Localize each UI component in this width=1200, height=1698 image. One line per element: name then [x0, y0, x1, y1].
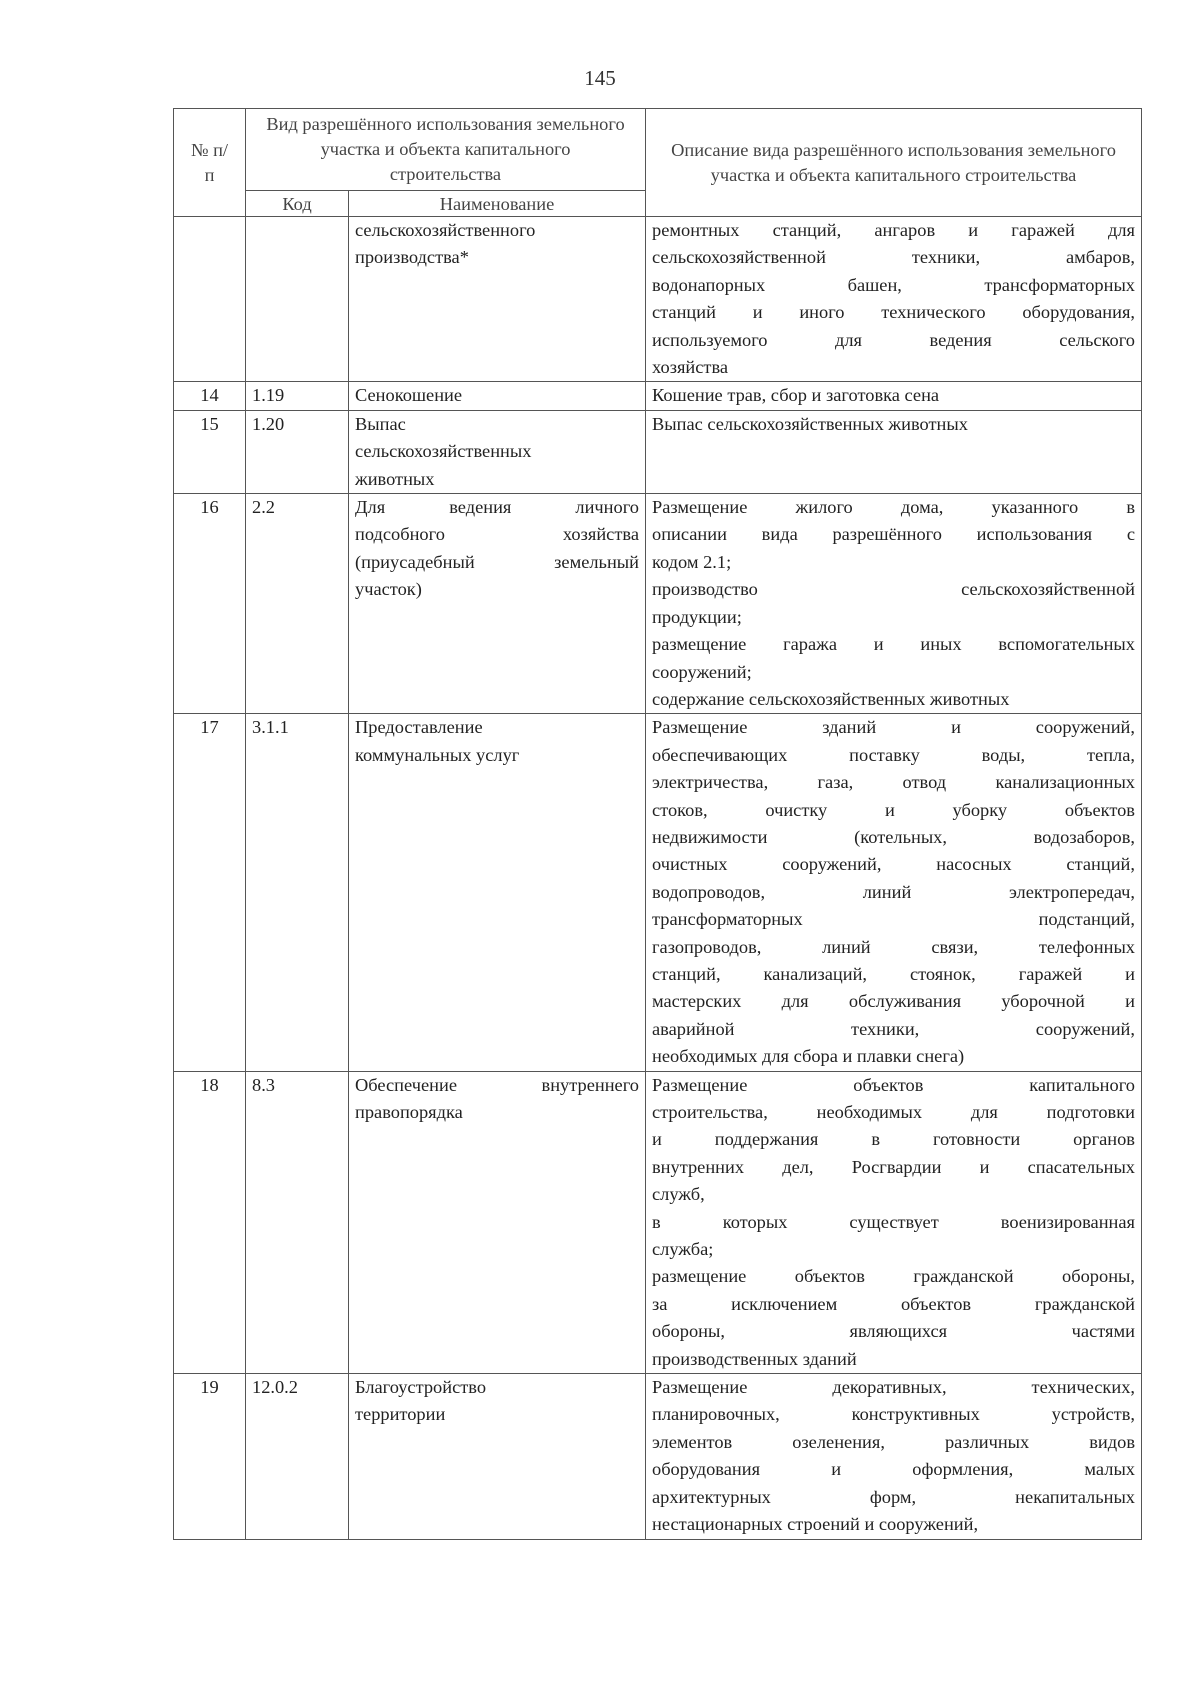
name-line: сельскохозяйственного [355, 220, 536, 240]
header-name: Наименование [349, 191, 646, 217]
description-line: размещение гаража и иных вспомогательных [652, 634, 1135, 655]
row-num: 16 [174, 494, 246, 714]
description-line: производство сельскохозяйственной [652, 579, 1135, 600]
description-line: газопроводов, линий связи, телефонных [652, 936, 1135, 957]
description-line: станций, канализаций, стоянок, гаражей и [652, 963, 1135, 984]
name-line: подсобного хозяйства [355, 524, 639, 545]
row-description [646, 494, 1142, 714]
row-num: 18 [174, 1071, 246, 1373]
table-row [174, 494, 1142, 714]
row-description [646, 382, 1142, 410]
description-line: обеспечивающих поставку воды, тепла, [652, 744, 1135, 765]
row-name [349, 410, 646, 493]
description-line: Размещение декоративных, технических, [652, 1377, 1135, 1398]
name-line: производства* [355, 247, 469, 268]
name-line: Для ведения личного [355, 497, 639, 518]
description-line: аварийной техники, сооружений, [652, 1018, 1135, 1039]
row-name [349, 382, 646, 410]
row-description [646, 410, 1142, 493]
description-line: Выпас сельскохозяйственных животных [652, 413, 968, 434]
description-line: внутренних дел, Росгвардии и спасательных [652, 1156, 1135, 1177]
description-line: и поддержания в готовности органов [652, 1129, 1135, 1150]
description-line: содержание сельскохозяйственных животных [652, 688, 1010, 709]
description-line: используемого для ведения сельского [652, 329, 1135, 350]
name-line: Благоустройство [355, 1377, 487, 1398]
description-line: Размещение зданий и сооружений, [652, 717, 1135, 738]
header-description: Описание вида разрешённого использования земельного участка и объекта капитального строительства [646, 109, 1142, 217]
land-use-table [173, 108, 1142, 1540]
description-line: архитектурных форм, некапитальных [652, 1486, 1135, 1507]
description-line: за исключением объектов гражданской [652, 1293, 1135, 1314]
description-line: водопроводов, линий электропередач, [652, 881, 1135, 902]
name-line: участок) [355, 579, 422, 600]
description-line: станций и иного технического оборудования, [652, 302, 1135, 323]
row-name [349, 714, 646, 1071]
row-description [646, 217, 1142, 382]
description-line: недвижимости (котельных, водозаборов, [652, 826, 1135, 847]
description-line: служба; [652, 1239, 714, 1260]
name-line: правопорядка [355, 1102, 463, 1122]
row-name [349, 494, 646, 714]
name-line: (приусадебный земельный [355, 551, 639, 572]
row-num: 19 [174, 1374, 246, 1539]
row-name [349, 217, 646, 382]
description-line: сельскохозяйственной техники, амбаров, [652, 247, 1135, 268]
description-line: Размещение жилого дома, указанного в [652, 497, 1135, 518]
description-line: описании вида разрешённого использования с [652, 524, 1135, 545]
description-line: строительства, необходимых для подготовки [652, 1102, 1135, 1122]
name-line: Сенокошение [355, 385, 463, 406]
row-num: 14 [174, 382, 246, 410]
description-line: служб, [652, 1184, 705, 1205]
name-line: коммунальных услуг [355, 744, 520, 765]
description-line: электричества, газа, отвод канализационных [652, 772, 1135, 793]
row-description [646, 1374, 1142, 1539]
description-line: ремонтных станций, ангаров и гаражей для [652, 220, 1135, 240]
description-line: элементов озеленения, различных видов [652, 1431, 1135, 1452]
description-line: Кошение трав, сбор и заготовка сена [652, 385, 940, 406]
row-description [646, 1071, 1142, 1373]
header-group: Вид разрешённого использования земельного участка и объекта капитального строительства [246, 109, 646, 191]
table-row [174, 217, 1142, 382]
table-row [174, 382, 1142, 410]
row-num [174, 217, 246, 382]
description-line: обороны, являющихся частями [652, 1321, 1135, 1342]
description-line: нестационарных строений и сооружений, [652, 1514, 979, 1535]
description-line: стоков, очистку и уборку объектов [652, 799, 1135, 820]
row-code: 3.1.1 [246, 714, 349, 1071]
row-name [349, 1374, 646, 1539]
row-code [246, 217, 349, 382]
row-num: 15 [174, 410, 246, 493]
description-line: продукции; [652, 606, 742, 627]
row-name [349, 1071, 646, 1373]
name-line: Обеспечение внутреннего [355, 1074, 639, 1095]
description-line: мастерских для обслуживания уборочной и [652, 991, 1135, 1012]
header-code: Код [246, 191, 349, 217]
table-row [174, 410, 1142, 493]
row-code: 12.0.2 [246, 1374, 349, 1539]
row-code: 1.20 [246, 410, 349, 493]
name-line: Выпас [355, 413, 406, 434]
description-line: в которых существует военизированная [652, 1211, 1135, 1232]
row-code: 8.3 [246, 1071, 349, 1373]
description-line: водонапорных башен, трансформаторных [652, 274, 1135, 295]
row-code: 2.2 [246, 494, 349, 714]
description-line: необходимых для сбора и плавки снега) [652, 1046, 965, 1067]
row-code: 1.19 [246, 382, 349, 410]
table-body [174, 217, 1142, 1540]
table-row [174, 1071, 1142, 1373]
name-line: Предоставление [355, 717, 483, 738]
table-row [174, 1374, 1142, 1539]
description-line: планировочных, конструктивных устройств, [652, 1404, 1135, 1425]
description-line: производственных зданий [652, 1348, 857, 1369]
description-line: очистных сооружений, насосных станций, [652, 854, 1135, 875]
name-line: сельскохозяйственных [355, 441, 532, 462]
page-number: 145 [584, 66, 616, 90]
description-line: размещение объектов гражданской обороны, [652, 1266, 1135, 1287]
description-line: трансформаторных подстанций, [652, 909, 1135, 930]
description-line: сооружений; [652, 661, 752, 682]
row-num: 17 [174, 714, 246, 1071]
description-line: оборудования и оформления, малых [652, 1459, 1135, 1480]
name-line: животных [355, 468, 435, 489]
name-line: территории [355, 1404, 446, 1425]
description-line: Размещение объектов капитального [652, 1074, 1135, 1095]
row-description [646, 714, 1142, 1071]
table-row [174, 714, 1142, 1071]
description-line: кодом 2.1; [652, 551, 732, 572]
description-line: хозяйства [652, 357, 729, 378]
header-num: № п/п [174, 109, 246, 217]
